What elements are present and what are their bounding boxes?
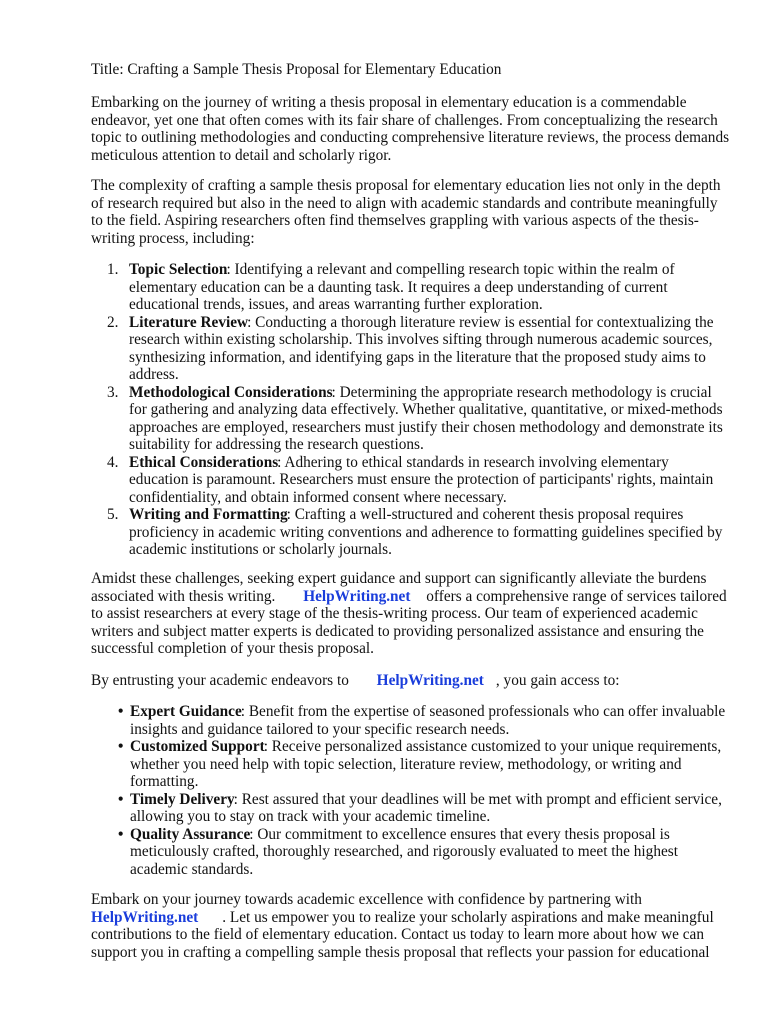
bullet-icon: • [118, 825, 124, 843]
bullet-icon: • [118, 738, 124, 755]
helpwriting-link[interactable]: HelpWriting.net [376, 672, 484, 689]
list-item-text: Our commitment to excellence ensures that every thesis proposal is meticulously crafted, thoroughly researched, and rigorously evaluated to meet the highest academic standards. [130, 825, 678, 878]
complexity-paragraph: The complexity of crafting a sample thesis proposal for elementary education lies not only in the depth of research required but also in the need to align with academic standards and contribute meaningfully to the field. Aspiring researchers often find themselves grappling with various aspects of the thesis-writing process, including: [91, 177, 721, 247]
list-number: 4. [107, 453, 119, 471]
list-item-text: Determining the appropriate research methodology is crucial for gathering and analyzing data effectively. Whether qualitative, quantitative, or mixed-methods approaches are employed, researchers must justify their chosen methodology and demonstrate its suitability for addressing the research questions. [129, 383, 723, 453]
term-timely-delivery: Timely Delivery [130, 790, 235, 808]
list-item-text: Benefit from the expertise of seasoned professionals who can offer invaluable insights and guidance tailored to your specific research needs. [130, 703, 726, 738]
access-text-after: , you gain access to: [495, 672, 620, 689]
term-separator: : [277, 453, 282, 471]
list-item [91, 738, 731, 791]
list-item [91, 791, 731, 826]
closing-paragraph [91, 891, 731, 961]
term-separator: : [233, 790, 238, 808]
term-separator: : [226, 261, 231, 278]
term-separator: : [240, 703, 246, 720]
term-customized-support: Customized Support [130, 738, 265, 755]
benefits-list [91, 703, 731, 878]
term-separator: : [247, 313, 252, 331]
term-separator: : [263, 738, 268, 755]
list-item [91, 826, 731, 879]
document-title: Title: Crafting a Sample Thesis Proposal for Elementary Education [91, 61, 502, 78]
access-paragraph [91, 672, 731, 690]
list-item [91, 703, 731, 738]
closing-text-after: . Let us empower you to realize your scholarly aspirations and make meaningful contributions to the field of elementary education. Contact us today to learn more about how we can support you in crafting a compelling sample thesis proposal that reflects your passion for educational [91, 908, 714, 961]
list-item-text: Rest assured that your deadlines will be met with prompt and efficient service, allowing you to stay on track with your academic timeline. [130, 790, 722, 825]
bullet-icon: • [118, 703, 124, 720]
considerations-list [91, 261, 731, 559]
list-number: 5. [107, 506, 119, 523]
term-ethical-considerations: Ethical Considerations [129, 453, 279, 471]
list-item [91, 314, 731, 384]
term-writing-and-formatting: Writing and Formatting [129, 506, 288, 523]
list-number: 2. [107, 313, 119, 331]
term-separator: : [249, 825, 254, 843]
support-paragraph [91, 570, 731, 658]
term-methodological-considerations: Methodological Considerations [129, 383, 333, 401]
list-item [91, 384, 731, 454]
list-item-text: Adhering to ethical standards in research involving elementary education is paramount. Researchers must ensure the protection of participants' rights, maintain confidentiality, and obtain informed consent where necessary. [129, 453, 714, 506]
access-text-before: By entrusting your academic endeavors to [91, 672, 349, 689]
list-item-text: Receive personalized assistance customized to your unique requirements, whether you need help with topic selection, literature review, methodology, or writing and formatting. [130, 738, 722, 790]
support-text-after: offers a comprehensive range of services tailored to assist researchers at every stage of the thesis-writing process. Our team of experienced academic writers and subject matter experts is dedicated to providing personalized assistance and ensuring the successful completion of your thesis proposal. [91, 587, 727, 657]
helpwriting-link[interactable]: HelpWriting.net [303, 587, 411, 605]
list-number: 3. [107, 383, 119, 401]
closing-text-before: Embark on your journey towards academic excellence with confidence by partnering with [91, 891, 642, 908]
list-item [91, 454, 731, 507]
list-item [91, 506, 731, 559]
helpwriting-link[interactable]: HelpWriting.net [91, 908, 199, 926]
term-quality-assurance: Quality Assurance [130, 825, 251, 843]
intro-paragraph: Embarking on the journey of writing a thesis proposal in elementary education is a commendable endeavor, yet one that often comes with its fair share of challenges. From conceptualizing the research topic to outlining methodologies and conducting comprehensive literature reviews, the process demands meticulous attention to detail and scholarly rigor. [91, 94, 730, 164]
term-topic-selection: Topic Selection [129, 261, 228, 278]
list-number: 1. [107, 261, 119, 278]
term-separator: : [331, 383, 336, 401]
list-item-text: Conducting a thorough literature review is essential for contextualizing the research within existing scholarship. This involves sifting through numerous academic sources, synthesizing information, and identifying gaps in the literature that the proposed study aims to address. [129, 313, 714, 383]
term-expert-guidance: Expert Guidance [130, 703, 242, 720]
support-text-before: Amidst these challenges, seeking expert guidance and support can significantly alleviate the burdens associated with thesis writing. [91, 570, 707, 605]
term-separator: : [286, 506, 291, 523]
bullet-icon: • [118, 790, 124, 808]
list-item-text: Crafting a well-structured and coherent thesis proposal requires proficiency in academic writing conventions and adherence to formatting guidelines specified by academic institutions or scholarly journals. [129, 506, 723, 558]
list-item [91, 261, 731, 314]
term-literature-review: Literature Review [129, 313, 249, 331]
list-item-text: Identifying a relevant and compelling research topic within the realm of elementary education can be a daunting task. It requires a deep understanding of current educational trends, issues, and areas warranting further exploration. [129, 261, 675, 313]
